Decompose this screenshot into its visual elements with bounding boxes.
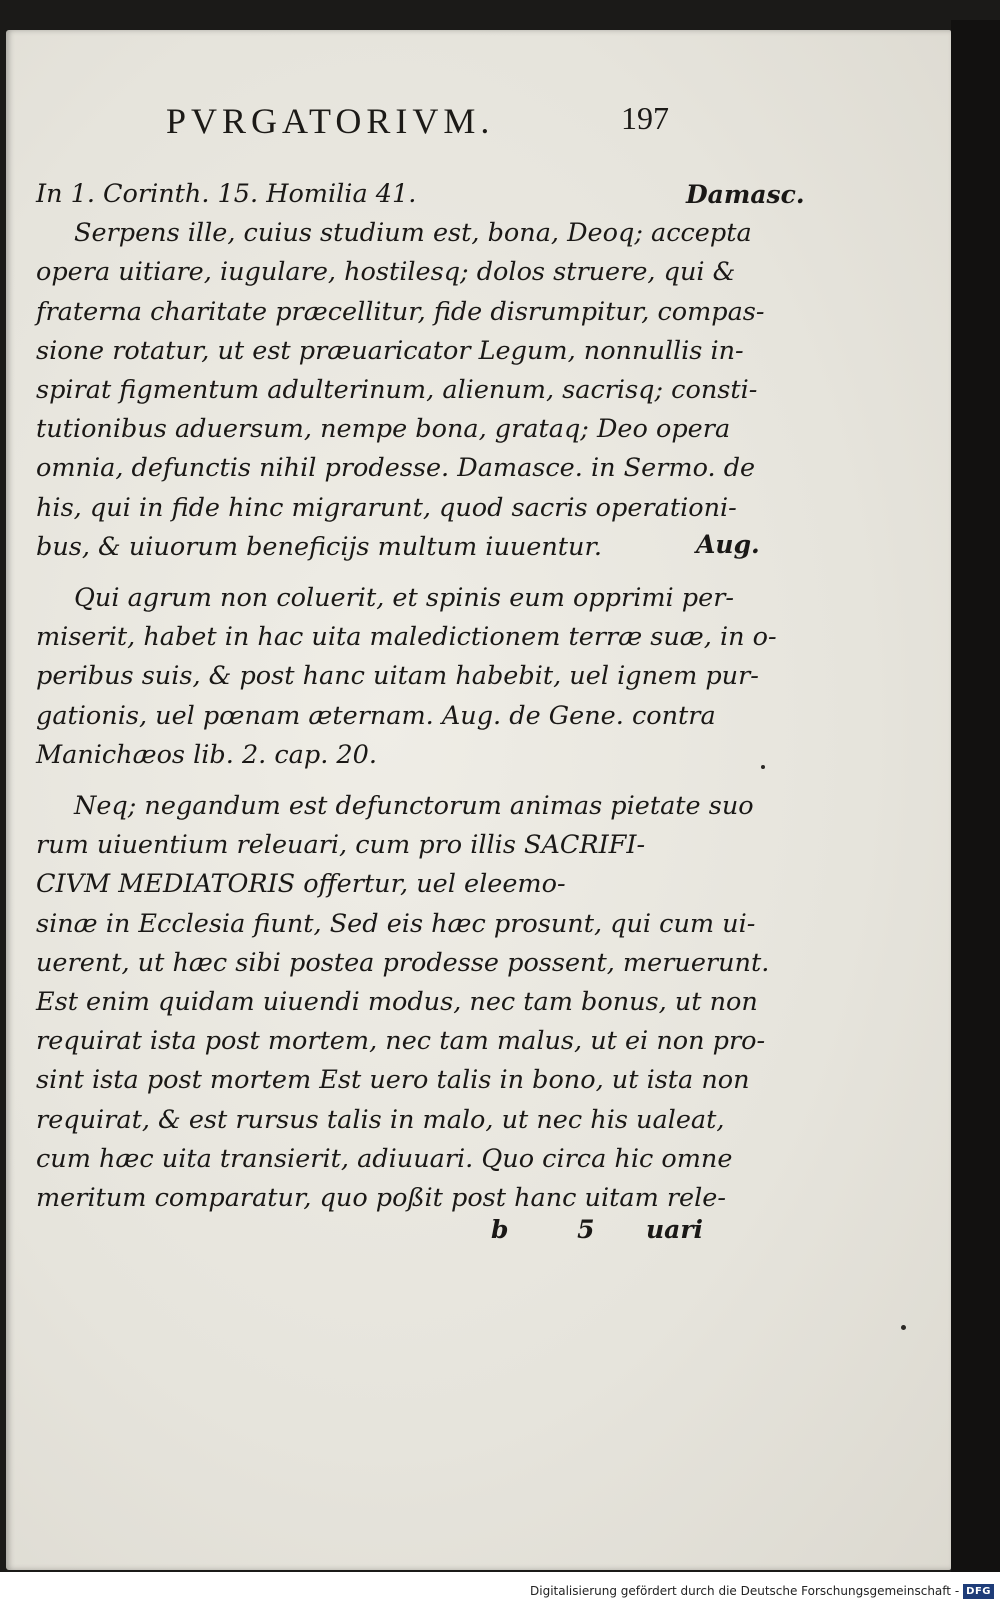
book-spine-shadow bbox=[951, 20, 1000, 1572]
text-line: In 1. Corinth. 15. Homilia 41. bbox=[36, 179, 417, 209]
text-line: rum uiuentium releuari, cum pro illis SACRIFI- bbox=[36, 830, 646, 861]
text-line: Serpens ille, cuius studium est, bona, Deoq; accepta bbox=[74, 218, 752, 249]
text-line: Qui agrum non coluerit, et spinis eum opprimi per- bbox=[74, 583, 735, 614]
catchword: uari bbox=[646, 1215, 704, 1244]
text-line: uerent, ut hæc sibi postea prodesse possent, meruerunt. bbox=[36, 947, 770, 978]
text-line: gationis, uel pœnam æternam. Aug. de Gene. contra bbox=[36, 700, 716, 731]
book-page bbox=[6, 30, 951, 1570]
text-line: bus, & uiuorum beneficijs multum iuuentur. bbox=[36, 531, 602, 562]
text-line: miserit, habet in hac uita maledictionem terræ suæ, in o- bbox=[36, 622, 777, 653]
text-line: meritum comparatur, quo poßit post hanc uitam rele- bbox=[36, 1183, 727, 1214]
footer-text: Digitalisierung gefördert durch die Deutsche Forschungsgemeinschaft - bbox=[530, 1584, 960, 1598]
text-line: sint ista post mortem Est uero talis in bono, ut ista non bbox=[36, 1065, 750, 1096]
text-line: Est enim quidam uiuendi modus, nec tam bonus, ut non bbox=[36, 987, 758, 1018]
text-line: peribus suis, & post hanc uitam habebit, uel ignem pur- bbox=[36, 661, 759, 692]
text-line: Neq; negandum est defunctorum animas pietate suo bbox=[74, 791, 754, 822]
footer-credit bbox=[530, 1578, 994, 1604]
signature-mark: b 5 bbox=[491, 1215, 625, 1244]
text-line: CIVM MEDIATORIS offertur, uel eleemo- bbox=[36, 869, 566, 900]
paragraph-gap bbox=[36, 775, 716, 787]
margin-note-aug: Aug. bbox=[696, 530, 760, 559]
paragraph-gap bbox=[36, 567, 716, 579]
text-line: fraterna charitate præcellitur, fide disrumpitur, compas- bbox=[36, 296, 765, 327]
text-line: cum hæc uita transierit, adiuuari. Quo circa hic omne bbox=[36, 1143, 733, 1174]
text-line: opera uitiare, iugulare, hostilesq; dolos struere, qui & bbox=[36, 257, 736, 288]
ink-speck bbox=[901, 1325, 906, 1330]
text-line: his, qui in fide hinc migrarunt, quod sacris operationi- bbox=[36, 492, 737, 523]
text-line: tutionibus aduersum, nempe bona, grataq; Deo opera bbox=[36, 414, 731, 445]
running-head bbox=[6, 100, 951, 150]
ink-speck bbox=[761, 765, 765, 769]
running-head-title: PVRGATORIVM. bbox=[166, 101, 495, 141]
margin-note-damasc: Damasc. bbox=[686, 180, 805, 209]
text-line: sione rotatur, ut est præuaricator Legum, nonnullis in- bbox=[36, 335, 744, 366]
text-line: requirat, & est rursus talis in malo, ut nec his ualeat, bbox=[36, 1104, 725, 1135]
text-line: omnia, defunctis nihil prodesse. Damasce. in Sermo. de bbox=[36, 453, 756, 484]
text-line: sinæ in Ecclesia fiunt, Sed eis hæc prosunt, qui cum ui- bbox=[36, 908, 756, 939]
page-number: 197 bbox=[621, 100, 669, 136]
text-line: requirat ista post mortem, nec tam malus, ut ei non pro- bbox=[36, 1026, 766, 1057]
main-text bbox=[36, 175, 777, 1218]
dfg-logo: DFG bbox=[963, 1584, 994, 1599]
text-line: spirat figmentum adulterinum, alienum, sacrisq; consti- bbox=[36, 375, 758, 406]
text-line: Manichæos lib. 2. cap. 20. bbox=[36, 739, 377, 770]
